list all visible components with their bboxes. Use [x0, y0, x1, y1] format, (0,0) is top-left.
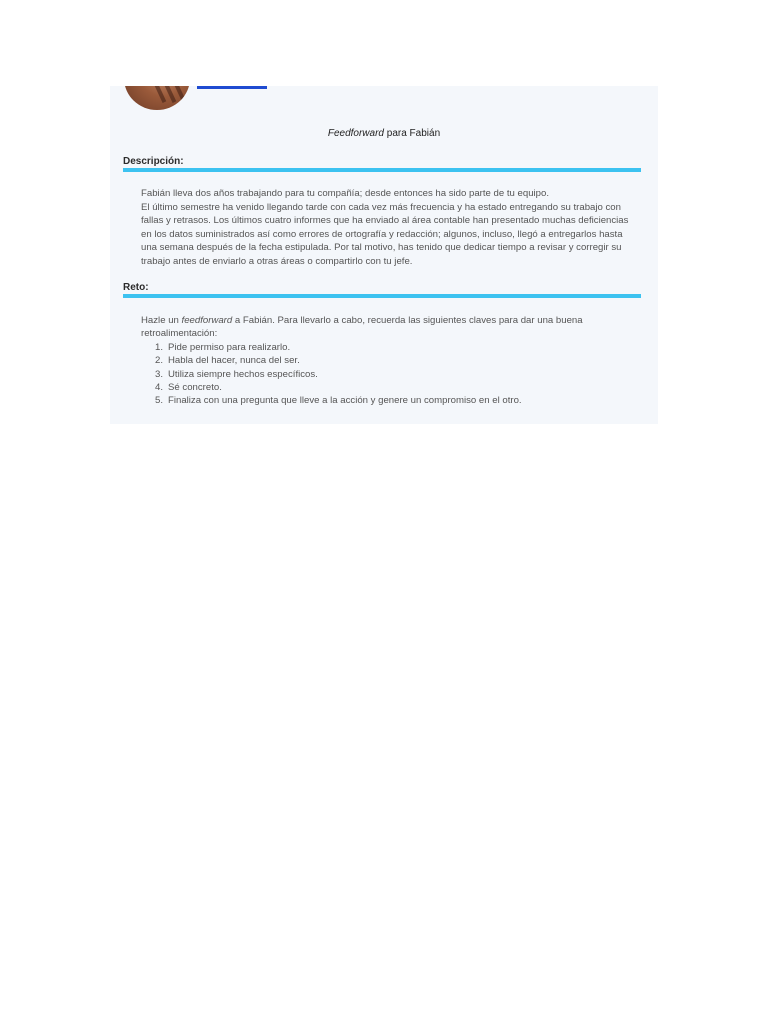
challenge-intro-start: Hazle un: [141, 315, 182, 326]
challenge-label: Reto:: [123, 282, 149, 293]
title-italic: Feedforward: [327, 128, 384, 139]
description-label: Descripción:: [123, 156, 184, 167]
list-item-number: 3.: [154, 368, 163, 380]
list-item: [141, 381, 621, 394]
list-item-text: Sé concreto.: [168, 382, 222, 394]
list-item: [141, 354, 621, 367]
description-paragraph: El último semestre ha venido llegando tarde con cada vez más frecuencia y ha estado entregando su trabajo con fallas y retrasos. Los últimos cuatro informes que ha enviado al área contable han presentado muchas deficiencias en los datos suministrados así como errores de ortografía y redacción; algunos, incluso, llegó a entregarlos hasta una semana después de la fecha estipulada. Por tal motivo, has tenido que dedicar tiempo a revisar y corregir su trabajo antes de enviarlo a otras áreas o compartirlo con tu jefe.: [141, 201, 629, 267]
challenge-divider: [123, 294, 641, 298]
description-paragraph: Fabián lleva dos años trabajando para tu compañía; desde entonces ha sido parte de tu equipo.: [141, 188, 550, 199]
list-item: [141, 394, 621, 407]
list-item-text: Pide permiso para realizarlo.: [168, 341, 291, 353]
challenge-intro: [141, 314, 621, 341]
challenge-intro-end: a Fabián. Para llevarlo a cabo, recuerda las siguientes claves para dar una buena retroalimentación:: [141, 315, 583, 340]
description-text: [141, 187, 633, 268]
list-item-number: 1.: [154, 341, 163, 353]
page-title: [110, 128, 658, 139]
list-item-number: 5.: [154, 395, 163, 407]
title-rest: para Fabián: [383, 128, 441, 139]
avatar: [124, 86, 190, 110]
description-divider: [123, 168, 641, 172]
list-item-text: Finaliza con una pregunta que lleve a la acción y genere un compromiso en el otro.: [168, 395, 522, 407]
list-item: [141, 368, 621, 381]
document-card: [110, 86, 658, 424]
name-underline: [197, 86, 267, 89]
feedback-keys-list: [141, 341, 621, 408]
list-item-text: Habla del hacer, nunca del ser.: [168, 355, 300, 367]
list-item-number: 2.: [154, 355, 163, 367]
challenge-intro-italic: feedforward: [181, 315, 233, 326]
list-item-number: 4.: [154, 382, 163, 394]
challenge-text: [141, 314, 621, 408]
list-item-text: Utiliza siempre hechos específicos.: [168, 368, 318, 380]
list-item: [141, 341, 621, 354]
